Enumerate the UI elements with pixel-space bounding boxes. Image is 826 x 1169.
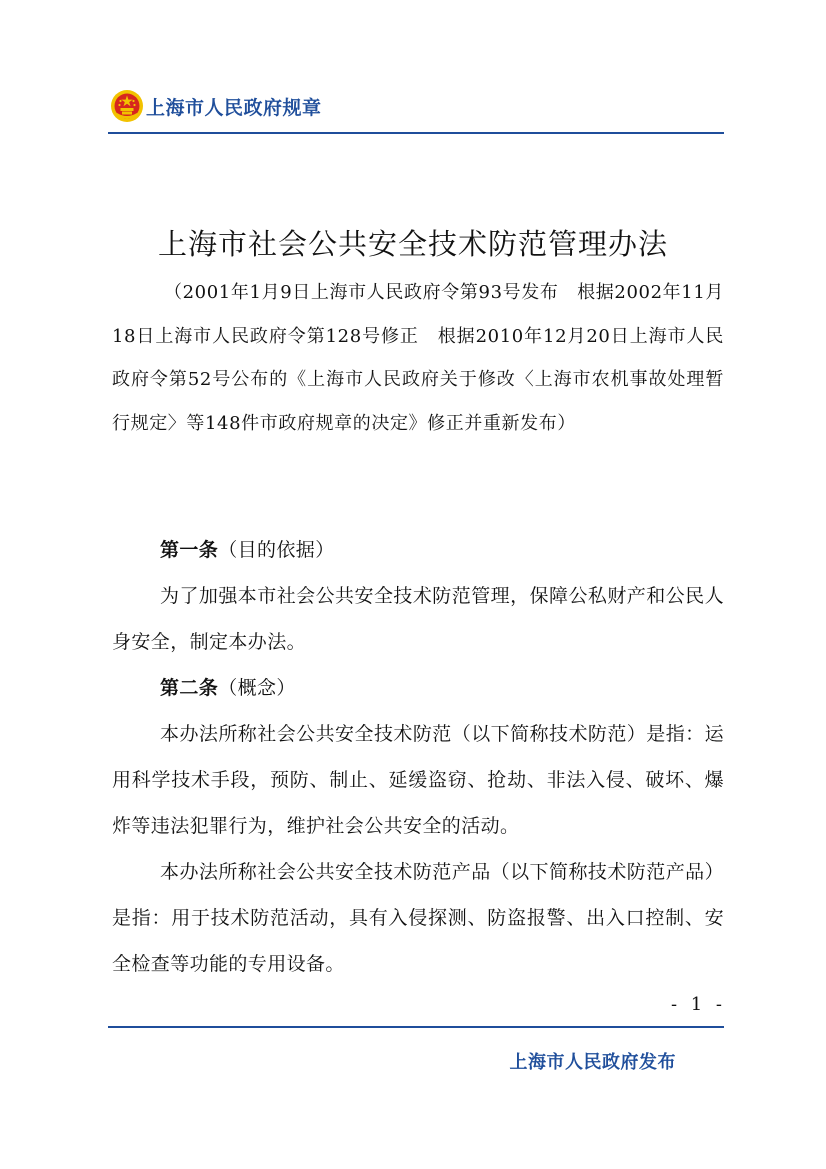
document-title: 上海市社会公共安全技术防范管理办法 (157, 227, 668, 261)
article-2-title: （概念） (218, 677, 296, 699)
page-number: - 1 - (670, 994, 726, 1015)
article-2-number: 第二条 (160, 677, 219, 699)
national-emblem-icon (110, 89, 144, 123)
article-1-heading (112, 527, 724, 573)
article-1-paragraph-1: 为了加强本市社会公共安全技术防范管理，保障公私财产和公民人身安全，制定本办法。 (112, 585, 724, 653)
article-1-title: （目的依据） (218, 539, 335, 561)
article-1-number: 第一条 (160, 539, 219, 561)
document-body (112, 527, 724, 987)
header-title: 上海市人民政府规章 (146, 96, 322, 119)
article-2-heading (112, 665, 724, 711)
footer-publisher: 上海市人民政府发布 (509, 1052, 676, 1073)
article-2-paragraph-1: 本办法所称社会公共安全技术防范（以下简称技术防范）是指：运用科学技术手段，预防、制止、延缓盗窃、抢劫、非法入侵、破坏、爆炸等违法犯罪行为，维护社会公共安全的活动。 (112, 723, 724, 837)
header-divider (108, 132, 724, 134)
article-2-paragraph-2: 本办法所称社会公共安全技术防范产品（以下简称技术防范产品）是指：用于技术防范活动，具有入侵探测、防盗报警、出入口控制、安全检查等功能的专用设备。 (112, 861, 724, 975)
footer-divider (108, 1026, 724, 1028)
document-subtitle: （2001年1月9日上海市人民政府令第93号发布 根据2002年11月18日上海市人民政府令第128号修正 根据2010年12月20日上海市人民政府令第52号公布的《上海市人民政府关于修改〈上海市农机事故处理暂行规定〉等148件市政府规章的决定》修正并重新发布） (112, 282, 724, 434)
page-header (110, 88, 322, 124)
